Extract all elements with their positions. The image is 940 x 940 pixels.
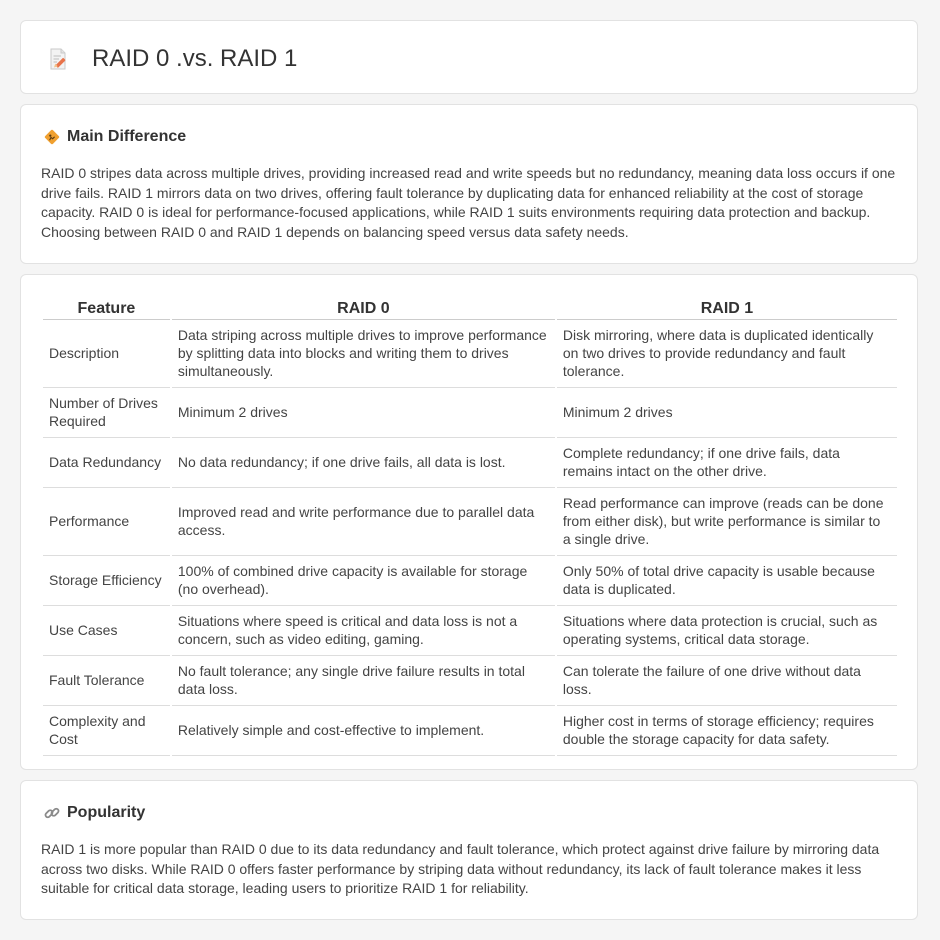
raid0-cell: 100% of combined drive capacity is available for storage (no overhead). [172, 556, 555, 606]
raid1-cell: Read performance can improve (reads can be done from either disk), but write performance is similar to a single drive. [557, 488, 897, 556]
table-row [43, 388, 897, 438]
title-card [20, 20, 918, 94]
table-row [43, 320, 897, 388]
raid0-cell: Minimum 2 drives [172, 388, 555, 438]
raid0-cell: No fault tolerance; any single drive failure results in total data loss. [172, 656, 555, 706]
main-difference-card [20, 104, 918, 264]
raid1-cell: Disk mirroring, where data is duplicated identically on two drives to provide redundancy and fault tolerance. [557, 320, 897, 388]
feature-cell: Number of Drives Required [43, 388, 170, 438]
header-raid1: RAID 1 [557, 296, 897, 320]
page-title: RAID 0 .vs. RAID 1 [92, 45, 298, 72]
raid1-cell: Minimum 2 drives [557, 388, 897, 438]
feature-cell: Fault Tolerance [43, 656, 170, 706]
raid1-cell: Complete redundancy; if one drive fails, data remains intact on the other drive. [557, 438, 897, 488]
table-row [43, 488, 897, 556]
popularity-heading: Popularity [67, 804, 146, 821]
raid0-cell: Relatively simple and cost-effective to implement. [172, 706, 555, 756]
feature-cell: Data Redundancy [43, 438, 170, 488]
popularity-text: RAID 1 is more popular than RAID 0 due to its data redundancy and fault tolerance, which protect against drive failure by mirroring data across two disks. While RAID 0 offers faster performance by striping data without redundancy, its lack of fault tolerance makes it less suitable for critical data storage, leading users to prioritize RAID 1 for reliability. [41, 841, 880, 896]
raid0-cell: Improved read and write performance due to parallel data access. [172, 488, 555, 556]
table-row [43, 656, 897, 706]
table-row [43, 706, 897, 756]
feature-cell: Use Cases [43, 606, 170, 656]
raid1-cell: Higher cost in terms of storage efficiency; requires double the storage capacity for data safety. [557, 706, 897, 756]
popularity-card [20, 780, 918, 920]
main-difference-text: RAID 0 stripes data across multiple drives, providing increased read and write speeds but no redundancy, meaning data loss occurs if one drive fails. RAID 1 mirrors data on two drives, offering fault tolerance by duplicating data for enhanced reliability at the cost of storage capacity. RAID 0 is ideal for performance-focused applications, while RAID 1 suits environments requiring data protection and backup. Choosing between RAID 0 and RAID 1 depends on balancing speed versus data safety needs. [41, 165, 896, 240]
feature-cell: Storage Efficiency [43, 556, 170, 606]
raid1-cell: Situations where data protection is crucial, such as operating systems, critical data storage. [557, 606, 897, 656]
raid0-cell: Data striping across multiple drives to improve performance by splitting data into blocks and writing them to drives simultaneously. [172, 320, 555, 388]
diamond-sign-icon [43, 128, 61, 146]
raid0-cell: Situations where speed is critical and data loss is not a concern, such as video editing, gaming. [172, 606, 555, 656]
comparison-table [41, 296, 899, 756]
popularity-header [43, 803, 145, 823]
table-row [43, 606, 897, 656]
header-feature: Feature [43, 296, 170, 320]
table-row [43, 556, 897, 606]
main-difference-header [43, 127, 186, 147]
table-row [43, 438, 897, 488]
raid1-cell: Only 50% of total drive capacity is usable because data is duplicated. [557, 556, 897, 606]
raid0-cell: No data redundancy; if one drive fails, all data is lost. [172, 438, 555, 488]
document-edit-icon [48, 48, 70, 70]
raid1-cell: Can tolerate the failure of one drive without data loss. [557, 656, 897, 706]
table-header-row [43, 296, 897, 320]
comparison-card [20, 274, 918, 770]
feature-cell: Complexity and Cost [43, 706, 170, 756]
header-raid0: RAID 0 [172, 296, 555, 320]
feature-cell: Description [43, 320, 170, 388]
main-difference-heading: Main Difference [67, 128, 187, 145]
feature-cell: Performance [43, 488, 170, 556]
link-icon [43, 804, 61, 822]
